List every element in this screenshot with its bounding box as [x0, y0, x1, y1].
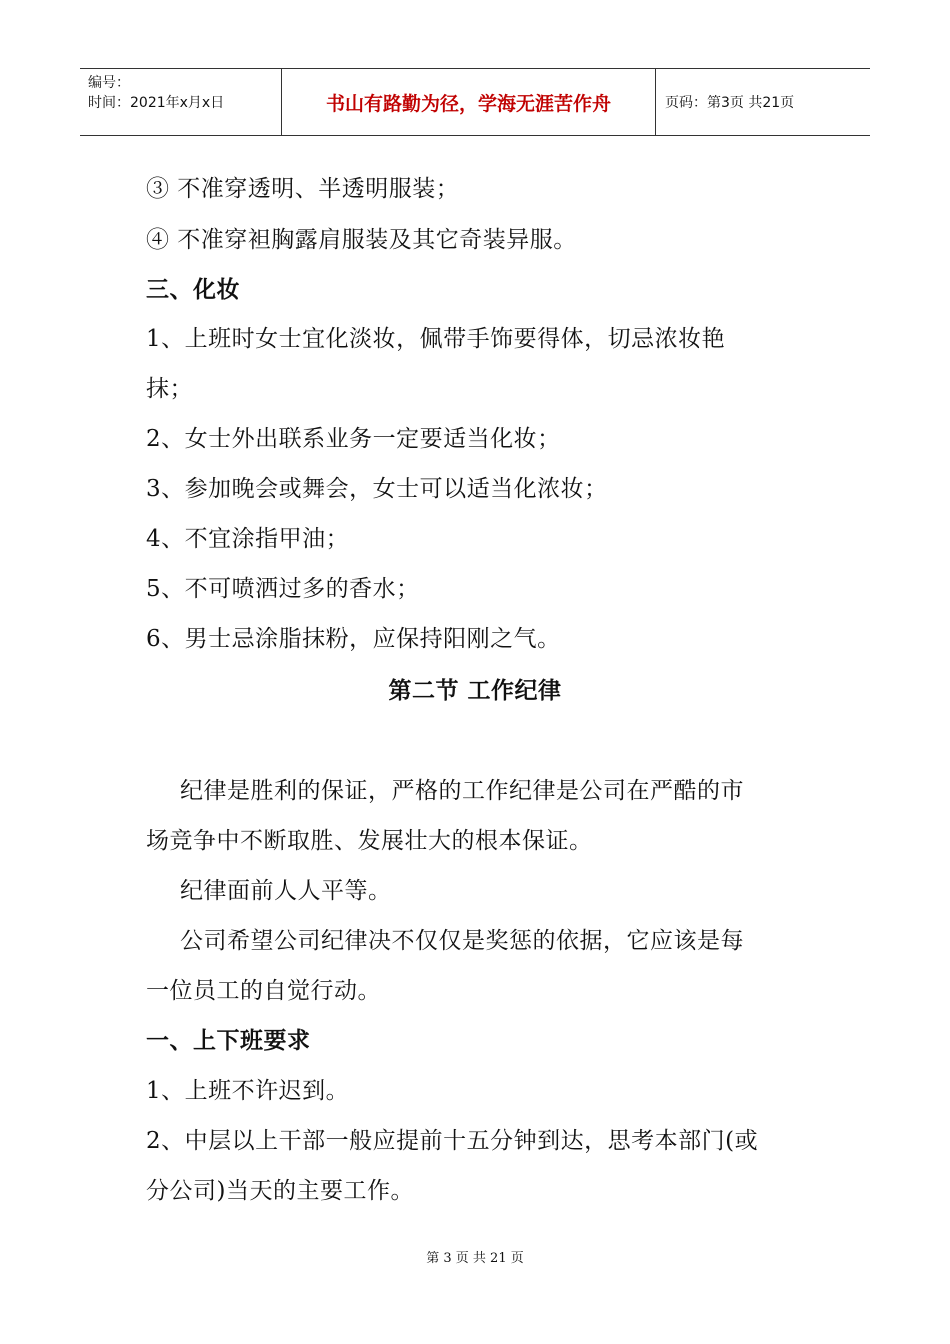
paragraph-discipline-1: 纪律是胜利的保证，严格的工作纪律是公司在严酷的市: [180, 778, 744, 804]
attendance-item-1: 1、上班不许迟到。: [146, 1078, 350, 1104]
makeup-item-1: 1、上班时女士宜化淡妆，佩带手饰要得体，切忌浓妆艳: [146, 326, 726, 352]
page-footer: 第 3 页 共 21 页: [426, 1251, 524, 1266]
paragraph-equality: 纪律面前人人平等。: [180, 878, 392, 904]
header-motto: 书山有路勤为径，学海无涯苦作舟: [282, 69, 656, 135]
makeup-item-5: 5、不可喷洒过多的香水；: [146, 576, 420, 602]
rule-item-4: ④ 不准穿袒胸露肩服装及其它奇装异服。: [146, 227, 577, 253]
section-heading-makeup: 三、化妆: [146, 277, 240, 303]
document-date: 时间：2021年x月x日: [88, 95, 225, 111]
chapter-heading: 第二节 工作纪律: [388, 678, 562, 704]
document-number-label: 编号：: [88, 75, 130, 91]
paragraph-discipline-2: 公司希望公司纪律决不仅仅是奖惩的依据，它应该是每: [180, 928, 744, 954]
header-page-info: 页码：第3页 共21页: [665, 95, 795, 111]
header-meta: [80, 69, 282, 135]
page-header: [80, 68, 870, 136]
makeup-item-1-cont: 抹；: [146, 376, 193, 402]
makeup-item-3: 3、参加晚会或舞会，女士可以适当化浓妆；: [146, 476, 608, 502]
attendance-item-2: 2、中层以上干部一般应提前十五分钟到达，思考本部门(或: [146, 1128, 759, 1154]
attendance-item-2-cont: 分公司)当天的主要工作。: [146, 1178, 414, 1204]
paragraph-discipline-1-cont: 场竞争中不断取胜、发展壮大的根本保证。: [146, 828, 593, 854]
makeup-item-6: 6、男士忌涂脂抹粉，应保持阳刚之气。: [146, 626, 561, 652]
rule-item-3: ③ 不准穿透明、半透明服装；: [146, 176, 460, 202]
makeup-item-2: 2、女士外出联系业务一定要适当化妆；: [146, 426, 561, 452]
makeup-item-4: 4、不宜涂指甲油；: [146, 526, 350, 552]
paragraph-discipline-2-cont: 一位员工的自觉行动。: [146, 978, 381, 1004]
section-heading-attendance: 一、上下班要求: [146, 1028, 311, 1054]
